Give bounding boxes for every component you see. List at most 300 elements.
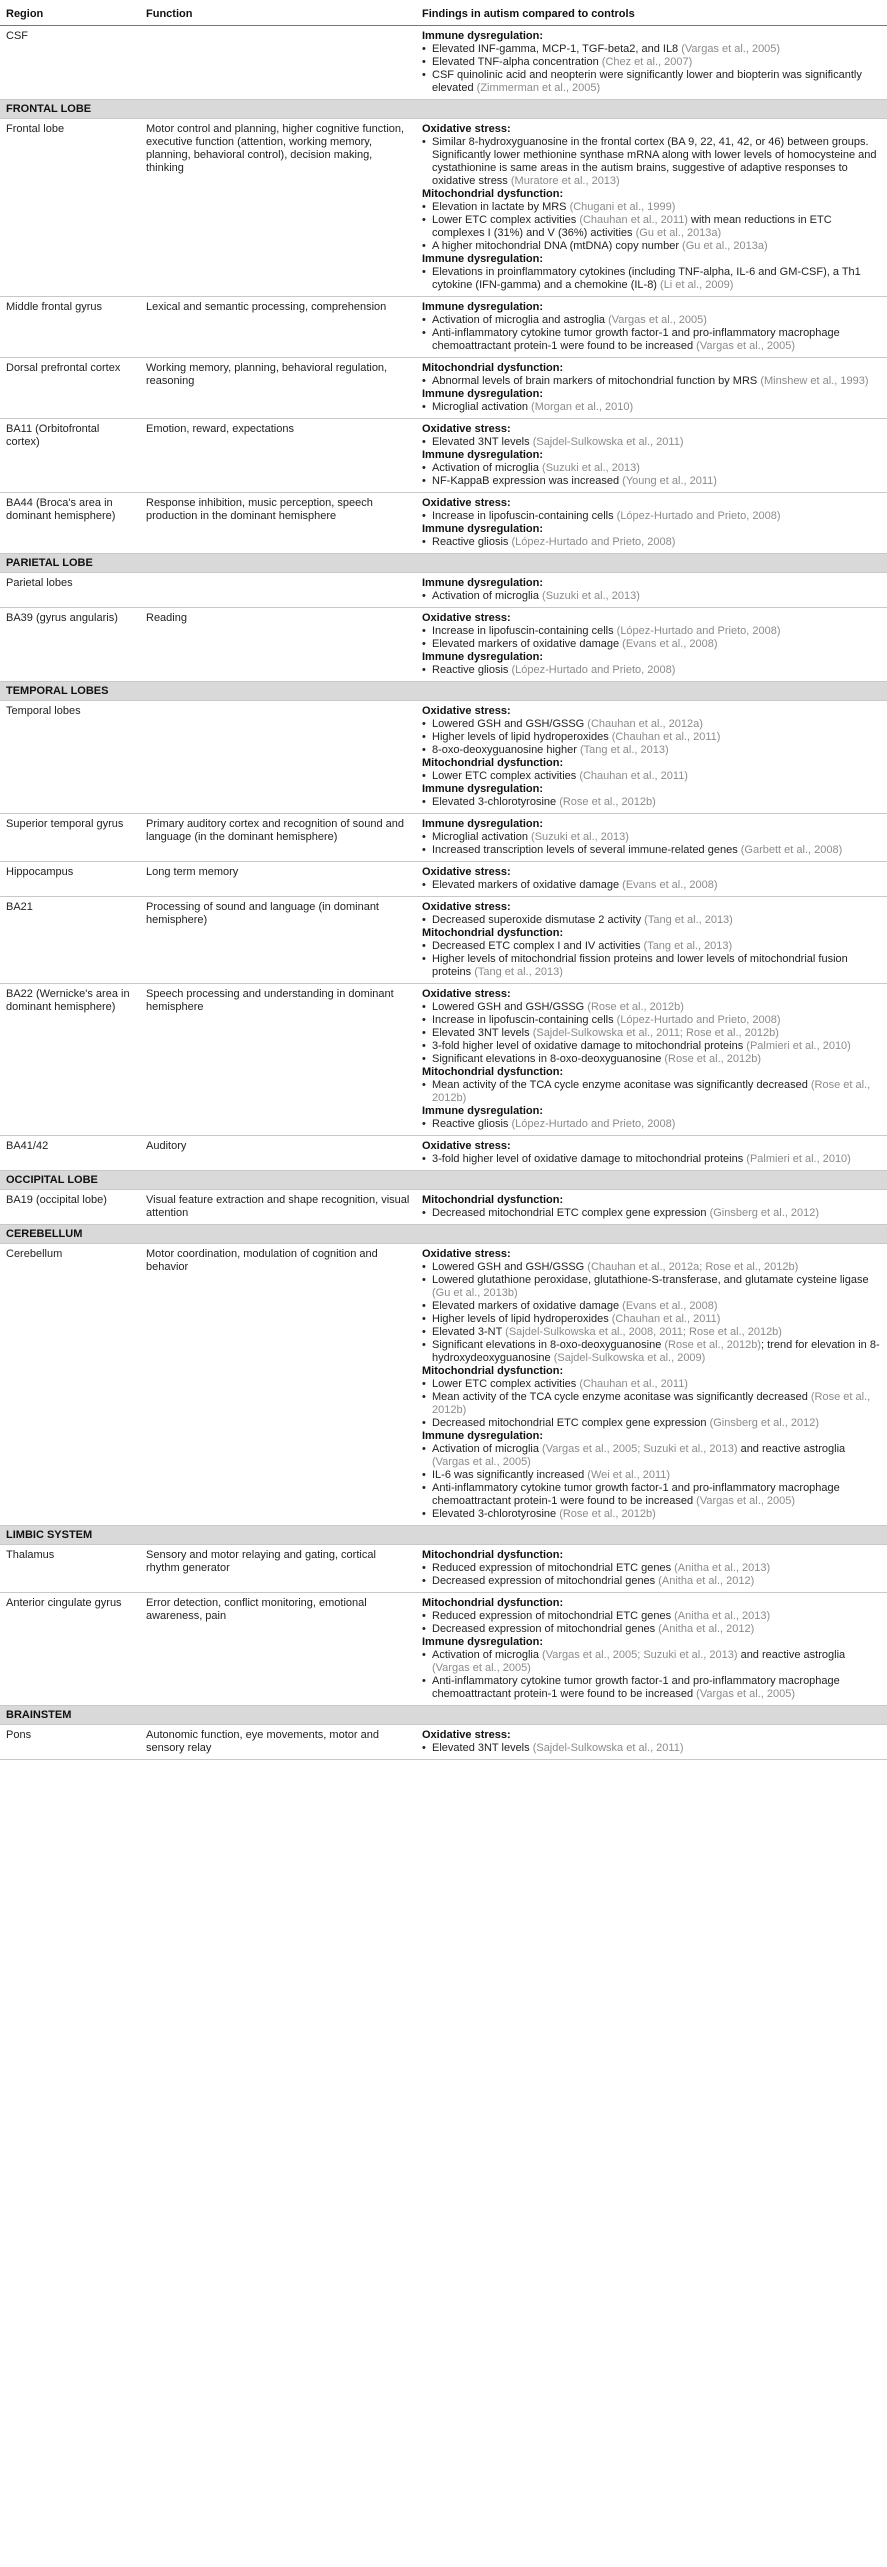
finding-description: Decreased mitochondrial ETC complex gene expression (432, 1207, 710, 1219)
bullet-icon: • (422, 436, 426, 448)
bullet-icon: • (422, 1001, 426, 1013)
table-row (0, 701, 887, 814)
finding-description: Lower ETC complex activities (432, 1378, 580, 1390)
finding-category: Oxidative stress: (422, 612, 511, 624)
findings-cell (416, 701, 887, 813)
bullet-icon: • (422, 664, 426, 676)
finding-category: Immune dysregulation: (422, 253, 544, 265)
finding-text (432, 1040, 851, 1053)
finding-description: Significant elevations in 8-oxo-deoxyguanosine (432, 1339, 665, 1351)
citation-link: (Anitha et al., 2013) (674, 1610, 771, 1622)
finding-description: Anti-inflammatory cytokine tumor growth factor-1 and pro-inflammatory macrophage chemoattractant protein-1 were found to be increased (432, 1482, 840, 1507)
findings-cell (416, 1136, 887, 1170)
citation-link: (Vargas et al., 2005) (432, 1456, 531, 1468)
function-cell (140, 701, 416, 813)
bullet-icon: • (422, 953, 426, 965)
table-row (0, 573, 887, 608)
finding-item (422, 401, 881, 414)
findings-cell (416, 862, 887, 896)
finding-description: Activation of microglia and astroglia (432, 314, 609, 326)
citation-link: (Chauhan et al., 2012a; Rose et al., 2012b) (587, 1261, 799, 1273)
finding-description: Increase in lipofuscin-containing cells (432, 510, 617, 522)
bullet-icon: • (422, 914, 426, 926)
region-cell: Dorsal prefrontal cortex (6, 362, 121, 374)
finding-text (432, 1326, 782, 1339)
finding-category: Immune dysregulation: (422, 1430, 544, 1442)
findings-cell (416, 419, 887, 492)
citation-link: (Morgan et al., 2010) (531, 401, 634, 413)
finding-category: Oxidative stress: (422, 1140, 511, 1152)
finding-description: and reactive astroglia (737, 1649, 846, 1661)
function-cell: Lexical and semantic processing, comprehension (146, 301, 387, 313)
finding-item (422, 314, 881, 327)
finding-description: Elevated 3-chlorotyrosine (432, 796, 560, 808)
findings-cell (416, 26, 887, 99)
citation-link: (López-Hurtado and Prieto, 2008) (511, 1118, 676, 1130)
bullet-icon: • (422, 1300, 426, 1312)
finding-category: Oxidative stress: (422, 123, 511, 135)
finding-description: Elevated markers of oxidative damage (432, 879, 623, 891)
bullet-icon: • (422, 1261, 426, 1273)
finding-text (432, 214, 881, 240)
finding-description: Higher levels of lipid hydroperoxides (432, 1313, 612, 1325)
finding-item (422, 1742, 881, 1755)
bullet-icon: • (422, 844, 426, 856)
finding-item (422, 214, 881, 240)
finding-description: Lowered GSH and GSH/GSSG (432, 718, 588, 730)
function-cell: Emotion, reward, expectations (146, 423, 294, 435)
finding-category: Immune dysregulation: (422, 30, 544, 42)
finding-text (432, 1079, 881, 1105)
finding-item (422, 590, 881, 603)
finding-item (422, 266, 881, 292)
region-cell: Temporal lobes (6, 705, 81, 717)
region-cell: Parietal lobes (6, 577, 73, 589)
bullet-icon: • (422, 136, 426, 148)
finding-text (432, 1274, 881, 1300)
finding-text (432, 879, 718, 892)
citation-link: (Sajdel-Sulkowska et al., 2011) (532, 1742, 684, 1754)
finding-description: Lowered GSH and GSH/GSSG (432, 1001, 588, 1013)
finding-item (422, 1469, 881, 1482)
finding-category: Immune dysregulation: (422, 1105, 544, 1117)
citation-link: (Rose et al., 2012b) (664, 1339, 761, 1351)
finding-description: Mean activity of the TCA cycle enzyme aconitase was significantly decreased (432, 1391, 811, 1403)
finding-category: Mitochondrial dysfunction: (422, 927, 564, 939)
finding-item (422, 1508, 881, 1521)
function-cell: Processing of sound and language (in dominant hemisphere) (146, 901, 379, 926)
finding-description: Decreased ETC complex I and IV activities (432, 940, 644, 952)
bullet-icon: • (422, 240, 426, 252)
bullet-icon: • (422, 731, 426, 743)
region-cell: Pons (6, 1729, 32, 1741)
table-row (0, 26, 887, 100)
bullet-icon: • (422, 1482, 426, 1494)
region-cell: BA22 (Wernicke's area in dominant hemisphere) (6, 988, 130, 1013)
finding-category: Immune dysregulation: (422, 577, 544, 589)
finding-description: Elevated TNF-alpha concentration (432, 56, 602, 68)
finding-description: Elevated markers of oxidative damage (432, 638, 623, 650)
finding-description: Increase in lipofuscin-containing cells (432, 1014, 617, 1026)
table-row (0, 358, 887, 419)
finding-text (432, 1575, 754, 1588)
finding-description: Activation of microglia (432, 462, 543, 474)
bullet-icon: • (422, 1623, 426, 1635)
finding-text (432, 1508, 656, 1521)
bullet-icon: • (422, 214, 426, 226)
finding-text (432, 1261, 798, 1274)
finding-item (422, 1649, 881, 1675)
bullet-icon: • (422, 1508, 426, 1520)
finding-text (432, 1610, 770, 1623)
finding-text (432, 718, 703, 731)
bullet-icon: • (422, 69, 426, 81)
finding-text (432, 1014, 781, 1027)
bullet-icon: • (422, 1053, 426, 1065)
bullet-icon: • (422, 375, 426, 387)
finding-text (432, 831, 629, 844)
bullet-icon: • (422, 266, 426, 278)
finding-text (432, 590, 640, 603)
bullet-icon: • (422, 590, 426, 602)
finding-item (422, 327, 881, 353)
finding-description: Reduced expression of mitochondrial ETC genes (432, 1610, 675, 1622)
citation-link: (Chauhan et al., 2011) (579, 1378, 688, 1390)
finding-item (422, 1562, 881, 1575)
finding-category: Immune dysregulation: (422, 388, 544, 400)
finding-description: Mean activity of the TCA cycle enzyme aconitase was significantly decreased (432, 1079, 811, 1091)
finding-item (422, 1326, 881, 1339)
finding-item (422, 462, 881, 475)
table-row (0, 862, 887, 897)
finding-text (432, 940, 732, 953)
citation-link: (Muratore et al., 2013) (510, 175, 620, 187)
finding-item (422, 914, 881, 927)
finding-category: Immune dysregulation: (422, 651, 544, 663)
region-cell: BA44 (Broca's area in dominant hemisphere) (6, 497, 116, 522)
finding-item (422, 1300, 881, 1313)
finding-text (432, 536, 675, 549)
finding-item (422, 1040, 881, 1053)
citation-link: (Sajdel-Sulkowska et al., 2009) (553, 1352, 706, 1364)
finding-description: Similar 8-hydroxyguanosine in the frontal cortex (BA 9, 22, 41, 42, or 46) between groups. Significantly lower methionine synthase mRNA along with lower levels of homocysteine and cystathionine is same areas in the autism brains, suggestive of adaptive responses to oxidative stress (432, 136, 877, 187)
finding-text (432, 1675, 881, 1701)
finding-item (422, 744, 881, 757)
finding-category: Immune dysregulation: (422, 523, 544, 535)
region-cell: BA41/42 (6, 1140, 49, 1152)
finding-item (422, 475, 881, 488)
bullet-icon: • (422, 770, 426, 782)
finding-description: Decreased mitochondrial ETC complex gene expression (432, 1417, 710, 1429)
table-row (0, 1136, 887, 1171)
finding-description: Lower ETC complex activities (432, 214, 580, 226)
bullet-icon: • (422, 536, 426, 548)
citation-link: (Chugani et al., 1999) (569, 201, 676, 213)
bullet-icon: • (422, 1575, 426, 1587)
citation-link: (Suzuki et al., 2013) (531, 831, 629, 843)
function-cell: Working memory, planning, behavioral regulation, reasoning (146, 362, 388, 387)
bullet-icon: • (422, 744, 426, 756)
citation-link: (Tang et al., 2013) (580, 744, 669, 756)
finding-text (432, 1417, 819, 1430)
finding-description: ; trend for elevation in 8-hydroxydeoxyguanosine (432, 1339, 880, 1364)
finding-text (432, 844, 842, 857)
finding-description: 3-fold higher level of oxidative damage to mitochondrial proteins (432, 1153, 747, 1165)
bullet-icon: • (422, 879, 426, 891)
citation-link: (Chauhan et al., 2011) (611, 731, 721, 743)
table-row (0, 1545, 887, 1593)
finding-description: Abnormal levels of brain markers of mitochondrial function by MRS (432, 375, 761, 387)
citation-link: (López-Hurtado and Prieto, 2008) (616, 625, 781, 637)
function-cell: Motor coordination, modulation of cognition and behavior (146, 1248, 378, 1273)
finding-item (422, 1378, 881, 1391)
citation-link: (Vargas et al., 2005) (432, 1662, 531, 1674)
finding-item (422, 1053, 881, 1066)
citation-link: (Vargas et al., 2005) (696, 340, 796, 352)
finding-item (422, 69, 881, 95)
function-cell: Autonomic function, eye movements, motor and sensory relay (146, 1729, 379, 1754)
finding-item (422, 1391, 881, 1417)
finding-description: Lower ETC complex activities (432, 770, 580, 782)
findings-cell (416, 897, 887, 983)
bullet-icon: • (422, 1649, 426, 1661)
finding-item (422, 436, 881, 449)
findings-cell (416, 297, 887, 357)
finding-category: Oxidative stress: (422, 423, 511, 435)
finding-description: Decreased expression of mitochondrial genes (432, 1575, 659, 1587)
bullet-icon: • (422, 1562, 426, 1574)
finding-text (432, 638, 718, 651)
finding-item (422, 1443, 881, 1469)
finding-description: Activation of microglia (432, 1443, 543, 1455)
citation-link: (Suzuki et al., 2013) (542, 590, 640, 602)
function-cell: Error detection, conflict monitoring, emotional awareness, pain (146, 1597, 367, 1622)
bullet-icon: • (422, 1742, 426, 1754)
bullet-icon: • (422, 201, 426, 213)
finding-item (422, 940, 881, 953)
finding-description: Significant elevations in 8-oxo-deoxyguanosine (432, 1053, 665, 1065)
header-region: Region (6, 8, 44, 20)
citation-link: (Young et al., 2011) (622, 475, 717, 487)
finding-description: CSF quinolinic acid and neopterin were significantly lower and biopterin was significantly elevated (432, 69, 862, 94)
citation-link: (Sajdel-Sulkowska et al., 2008, 2011; Rose et al., 2012b) (505, 1326, 782, 1338)
citation-link: (López-Hurtado and Prieto, 2008) (511, 664, 676, 676)
finding-text (432, 201, 675, 214)
finding-category: Oxidative stress: (422, 497, 511, 509)
region-cell: Superior temporal gyrus (6, 818, 124, 830)
bullet-icon: • (422, 1274, 426, 1286)
finding-text (432, 953, 881, 979)
finding-text (432, 436, 684, 449)
citation-link: (Vargas et al., 2005) (696, 1495, 796, 1507)
finding-text (432, 1118, 675, 1131)
finding-text (432, 401, 633, 414)
citation-link: (Rose et al., 2012b) (559, 1508, 656, 1520)
bullet-icon: • (422, 401, 426, 413)
finding-text (432, 510, 781, 523)
finding-description: IL-6 was significantly increased (432, 1469, 588, 1481)
citation-link: (Vargas et al., 2005) (681, 43, 781, 55)
finding-text (432, 1378, 688, 1391)
finding-text (432, 462, 640, 475)
finding-item (422, 240, 881, 253)
function-cell: Auditory (146, 1140, 187, 1152)
finding-description: 8-oxo-deoxyguanosine higher (432, 744, 580, 756)
findings-cell (416, 1190, 887, 1224)
finding-item (422, 510, 881, 523)
finding-item (422, 1610, 881, 1623)
citation-link: (Rose et al., 2012b) (432, 1079, 871, 1104)
citation-link: (Zimmerman et al., 2005) (476, 82, 601, 94)
section-header: CEREBELLUM (0, 1225, 887, 1244)
finding-text (432, 136, 881, 188)
finding-text (432, 327, 881, 353)
finding-item (422, 1482, 881, 1508)
citation-link: (Chauhan et al., 2011) (579, 214, 688, 226)
bullet-icon: • (422, 1469, 426, 1481)
finding-description: A higher mitochondrial DNA (mtDNA) copy number (432, 240, 683, 252)
finding-category: Mitochondrial dysfunction: (422, 188, 564, 200)
finding-description: Lowered glutathione peroxidase, glutathione-S-transferase, and glutamate cysteine ligase (432, 1274, 869, 1286)
finding-description: Reactive gliosis (432, 536, 512, 548)
table-row (0, 1190, 887, 1225)
finding-description: Decreased expression of mitochondrial genes (432, 1623, 659, 1635)
table-row (0, 419, 887, 493)
finding-text (432, 1207, 819, 1220)
finding-item (422, 375, 881, 388)
bullet-icon: • (422, 56, 426, 68)
bullet-icon: • (422, 638, 426, 650)
findings-cell (416, 119, 887, 296)
findings-cell (416, 1725, 887, 1759)
citation-link: (Gu et al., 2013a) (635, 227, 722, 239)
finding-item (422, 1274, 881, 1300)
finding-category: Mitochondrial dysfunction: (422, 757, 564, 769)
findings-cell (416, 608, 887, 681)
finding-text (432, 69, 881, 95)
finding-description: Activation of microglia (432, 1649, 543, 1661)
finding-text (432, 1053, 761, 1066)
finding-text (432, 56, 692, 69)
section-header: LIMBIC SYSTEM (0, 1526, 887, 1545)
function-cell (140, 26, 416, 99)
finding-category: Oxidative stress: (422, 901, 511, 913)
finding-category: Immune dysregulation: (422, 783, 544, 795)
finding-description: Elevation in lactate by MRS (432, 201, 570, 213)
finding-item (422, 731, 881, 744)
finding-item (422, 1313, 881, 1326)
finding-description: Microglial activation (432, 831, 532, 843)
citation-link: (Tang et al., 2013) (474, 966, 563, 978)
finding-category: Oxidative stress: (422, 1248, 511, 1260)
finding-category: Mitochondrial dysfunction: (422, 1597, 564, 1609)
citation-link: (Chauhan et al., 2012a) (587, 718, 703, 730)
bullet-icon: • (422, 1675, 426, 1687)
finding-text (432, 1300, 718, 1313)
function-cell: Long term memory (146, 866, 239, 878)
bullet-icon: • (422, 1153, 426, 1165)
bullet-icon: • (422, 1378, 426, 1390)
finding-item (422, 638, 881, 651)
finding-text (432, 266, 881, 292)
finding-item (422, 953, 881, 979)
table-row (0, 1244, 887, 1526)
region-cell: BA11 (Orbitofrontal cortex) (6, 423, 100, 448)
finding-category: Mitochondrial dysfunction: (422, 362, 564, 374)
region-cell: Anterior cingulate gyrus (6, 1597, 122, 1609)
finding-text (432, 375, 869, 388)
table-row (0, 814, 887, 862)
citation-link: (Ginsberg et al., 2012) (709, 1417, 820, 1429)
finding-text (432, 1482, 881, 1508)
bullet-icon: • (422, 1313, 426, 1325)
finding-category: Immune dysregulation: (422, 301, 544, 313)
function-cell: Primary auditory cortex and recognition of sound and language (in the dominant hemisphere) (146, 818, 405, 843)
finding-category: Oxidative stress: (422, 1729, 511, 1741)
citation-link: (Anitha et al., 2012) (658, 1623, 755, 1635)
finding-category: Oxidative stress: (422, 866, 511, 878)
bullet-icon: • (422, 1443, 426, 1455)
finding-item (422, 1675, 881, 1701)
citation-link: (Tang et al., 2013) (643, 940, 733, 952)
citation-link: (Rose et al., 2012b) (664, 1053, 761, 1065)
bullet-icon: • (422, 1118, 426, 1130)
bullet-icon: • (422, 1417, 426, 1429)
finding-text (432, 1027, 779, 1040)
finding-description: Elevated 3-chlorotyrosine (432, 1508, 560, 1520)
finding-item (422, 1118, 881, 1131)
finding-item (422, 770, 881, 783)
function-cell: Speech processing and understanding in dominant hemisphere (146, 988, 394, 1013)
finding-category: Immune dysregulation: (422, 818, 544, 830)
finding-item (422, 1014, 881, 1027)
citation-link: (López-Hurtado and Prieto, 2008) (616, 510, 781, 522)
region-cell: Hippocampus (6, 866, 74, 878)
finding-description: Elevations in proinflammatory cytokines (including TNF-alpha, IL-6 and GM-CSF), a Th1 cytokine (IFN-gamma) and a chemokine (IL-8) (432, 266, 861, 291)
finding-description: Anti-inflammatory cytokine tumor growth factor-1 and pro-inflammatory macrophage chemoattractant protein-1 were found to be increased (432, 327, 840, 352)
table-row (0, 493, 887, 554)
finding-description: Elevated 3NT levels (432, 1027, 533, 1039)
bullet-icon: • (422, 327, 426, 339)
findings-cell (416, 573, 887, 607)
finding-item (422, 664, 881, 677)
bullet-icon: • (422, 475, 426, 487)
finding-text (432, 731, 720, 744)
finding-item (422, 536, 881, 549)
bullet-icon: • (422, 1207, 426, 1219)
finding-text (432, 314, 707, 327)
finding-description: Lowered GSH and GSH/GSSG (432, 1261, 588, 1273)
finding-item (422, 1027, 881, 1040)
bullet-icon: • (422, 1391, 426, 1403)
finding-item (422, 201, 881, 214)
finding-text (432, 43, 780, 56)
bullet-icon: • (422, 1610, 426, 1622)
citation-link: (Rose et al., 2012b) (559, 796, 656, 808)
finding-text (432, 744, 669, 757)
finding-description: Higher levels of lipid hydroperoxides (432, 731, 612, 743)
bullet-icon: • (422, 940, 426, 952)
finding-text (432, 914, 733, 927)
finding-item (422, 718, 881, 731)
bullet-icon: • (422, 831, 426, 843)
region-cell: Frontal lobe (6, 123, 65, 135)
finding-text (432, 1742, 684, 1755)
finding-category: Oxidative stress: (422, 705, 511, 717)
finding-description: Microglial activation (432, 401, 532, 413)
finding-text (432, 1562, 770, 1575)
finding-description: Elevated 3NT levels (432, 436, 533, 448)
